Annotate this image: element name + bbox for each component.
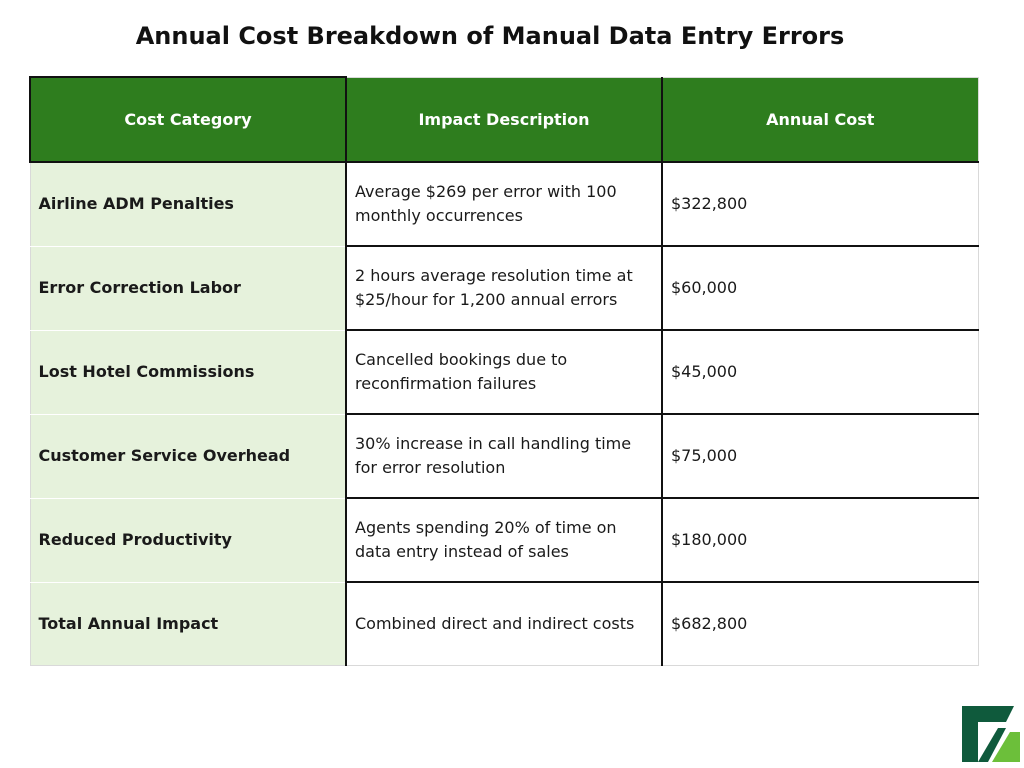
table-row [30, 414, 978, 498]
row-category: Reduced Productivity [30, 498, 346, 582]
row-description: 2 hours average resolution time at $25/hour for 1,200 annual errors [346, 246, 662, 330]
header-cost-category: Cost Category [30, 77, 346, 162]
row-cost: $682,800 [662, 582, 978, 666]
page-title: Annual Cost Breakdown of Manual Data Entry Errors [135, 22, 845, 50]
row-category: Airline ADM Penalties [30, 162, 346, 246]
table-row [30, 162, 978, 246]
row-description: Cancelled bookings due to reconfirmation failures [346, 330, 662, 414]
brand-logo-icon [958, 700, 1022, 764]
row-description: Average $269 per error with 100 monthly occurrences [346, 162, 662, 246]
table-row [30, 330, 978, 414]
row-description: 30% increase in call handling time for error resolution [346, 414, 662, 498]
row-category: Lost Hotel Commissions [30, 330, 346, 414]
row-description: Agents spending 20% of time on data entry instead of sales [346, 498, 662, 582]
table-row [30, 498, 978, 582]
table-row [30, 246, 978, 330]
row-cost: $322,800 [662, 162, 978, 246]
table-header-row [30, 77, 978, 162]
row-description: Combined direct and indirect costs [346, 582, 662, 666]
header-impact-description: Impact Description [346, 77, 662, 162]
row-category: Error Correction Labor [30, 246, 346, 330]
row-cost: $75,000 [662, 414, 978, 498]
row-category: Total Annual Impact [30, 582, 346, 666]
row-cost: $180,000 [662, 498, 978, 582]
cost-table [29, 76, 979, 666]
row-cost: $60,000 [662, 246, 978, 330]
header-annual-cost: Annual Cost [662, 77, 978, 162]
row-cost: $45,000 [662, 330, 978, 414]
table-row-total [30, 582, 978, 666]
row-category: Customer Service Overhead [30, 414, 346, 498]
